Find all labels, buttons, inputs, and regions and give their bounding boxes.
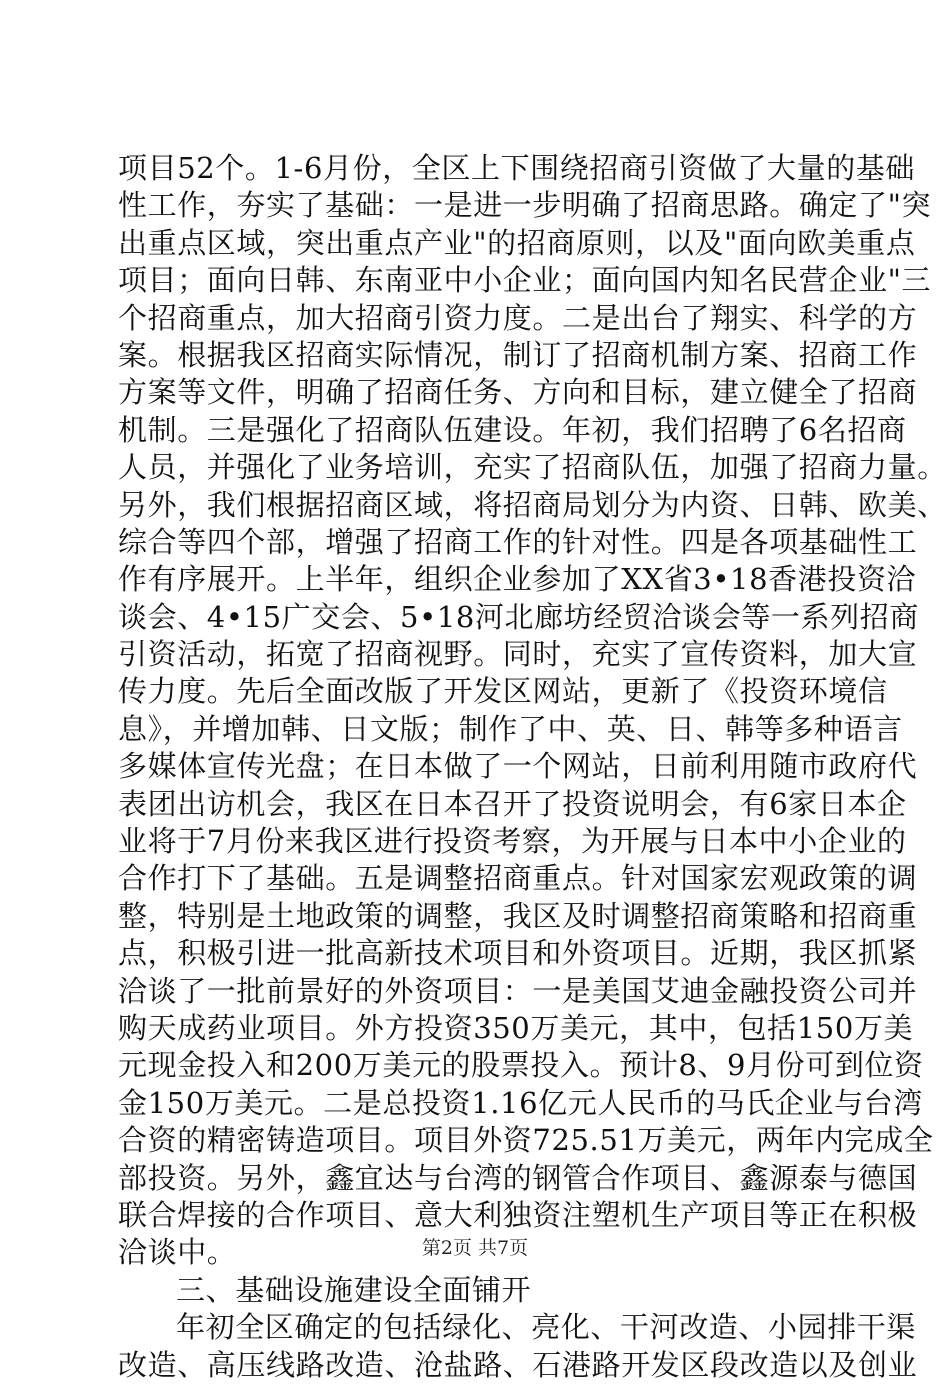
page-number-footer: 第2页 共7页 (421, 1237, 529, 1259)
text-line: 联合焊接的合作项目、意大利独资注塑机生产项目等正在积极 (118, 1197, 918, 1232)
text-line: 综合等四个部，增强了招商工作的针对性。四是各项基础性工 (118, 524, 918, 559)
text-line: 年初全区确定的包括绿化、亮化、干河改造、小园排干渠 (176, 1310, 917, 1345)
text-line: 人员，并强化了业务培训，充实了招商队伍，加强了招商力量。 (118, 450, 947, 485)
text-line: 性工作，夯实了基础：一是进一步明确了招商思路。确定了"突 (118, 188, 932, 223)
text-line: 合作打下了基础。五是调整招商重点。针对国家宏观政策的调 (118, 861, 918, 896)
text-line: 表团出访机会，我区在日本召开了投资说明会，有6家日本企 (118, 786, 907, 821)
text-line: 个招商重点，加大招商引资力度。二是出台了翔实、科学的方 (118, 300, 918, 335)
text-line: 另外，我们根据招商区域，将招商局划分为内资、日韩、欧美、 (118, 487, 947, 522)
text-line: 息》，并增加韩、日文版；制作了中、英、日、韩等多种语言 (118, 711, 903, 746)
text-line: 项目；面向日韩、东南亚中小企业；面向国内知名民营企业"三 (118, 263, 932, 298)
text-line: 传力度。先后全面改版了开发区网站，更新了《投资环境信 (118, 674, 888, 709)
text-line: 点，积极引进一批高新技术项目和外资项目。近期，我区抓紧 (118, 936, 918, 971)
text-line: 案。根据我区招商实际情况，制订了招商机制方案、招商工作 (118, 337, 918, 372)
text-line: 作有序展开。上半年，组织企业参加了XX省3•18香港投资洽 (118, 562, 917, 597)
text-line: 洽谈中。 (118, 1235, 237, 1270)
text-line: 洽谈了一批前景好的外资项目：一是美国艾迪金融投资公司并 (118, 973, 918, 1008)
text-line: 项目52个。1-6月份，全区上下围绕招商引资做了大量的基础 (118, 151, 916, 185)
text-line: 机制。三是强化了招商队伍建设。年初，我们招聘了6名招商 (118, 412, 907, 447)
section-heading: 三、基础设施建设全面铺开 (176, 1272, 532, 1307)
text-line: 整，特别是土地政策的调整，我区及时调整招商策略和招商重 (118, 898, 918, 933)
text-line: 金150万美元。二是总投资1.16亿元人民币的马氏企业与台湾 (118, 1085, 923, 1120)
text-line: 购天成药业项目。外方投资350万美元，其中，包括150万美 (118, 1010, 914, 1045)
text-line: 元现金投入和200万美元的股票投入。预计8、9月份可到位资 (118, 1048, 924, 1083)
text-line: 出重点区域，突出重点产业"的招商原则，以及"面向欧美重点 (118, 225, 916, 260)
text-line: 部投资。另外，鑫宜达与台湾的钢管合作项目、鑫源泰与德国 (118, 1160, 918, 1195)
text-line: 改造、高压线路改造、沧盐路、石港路开发区段改造以及创业 (118, 1347, 918, 1382)
text-line: 谈会、4•15广交会、5•18河北廊坊经贸洽谈会等一系列招商 (118, 599, 919, 634)
text-line: 业将于7月份来我区进行投资考察，为开展与日本中小企业的 (118, 824, 907, 859)
document-body (118, 150, 947, 1384)
text-line: 多媒体宣传光盘；在日本做了一个网站，日前利用随市政府代 (118, 749, 918, 784)
text-line: 合资的精密铸造项目。项目外资725.51万美元，两年内完成全 (118, 1123, 934, 1158)
text-line: 引资活动，拓宽了招商视野。同时，充实了宣传资料，加大宣 (118, 637, 918, 672)
text-line: 方案等文件，明确了招商任务、方向和目标，建立健全了招商 (118, 375, 918, 410)
